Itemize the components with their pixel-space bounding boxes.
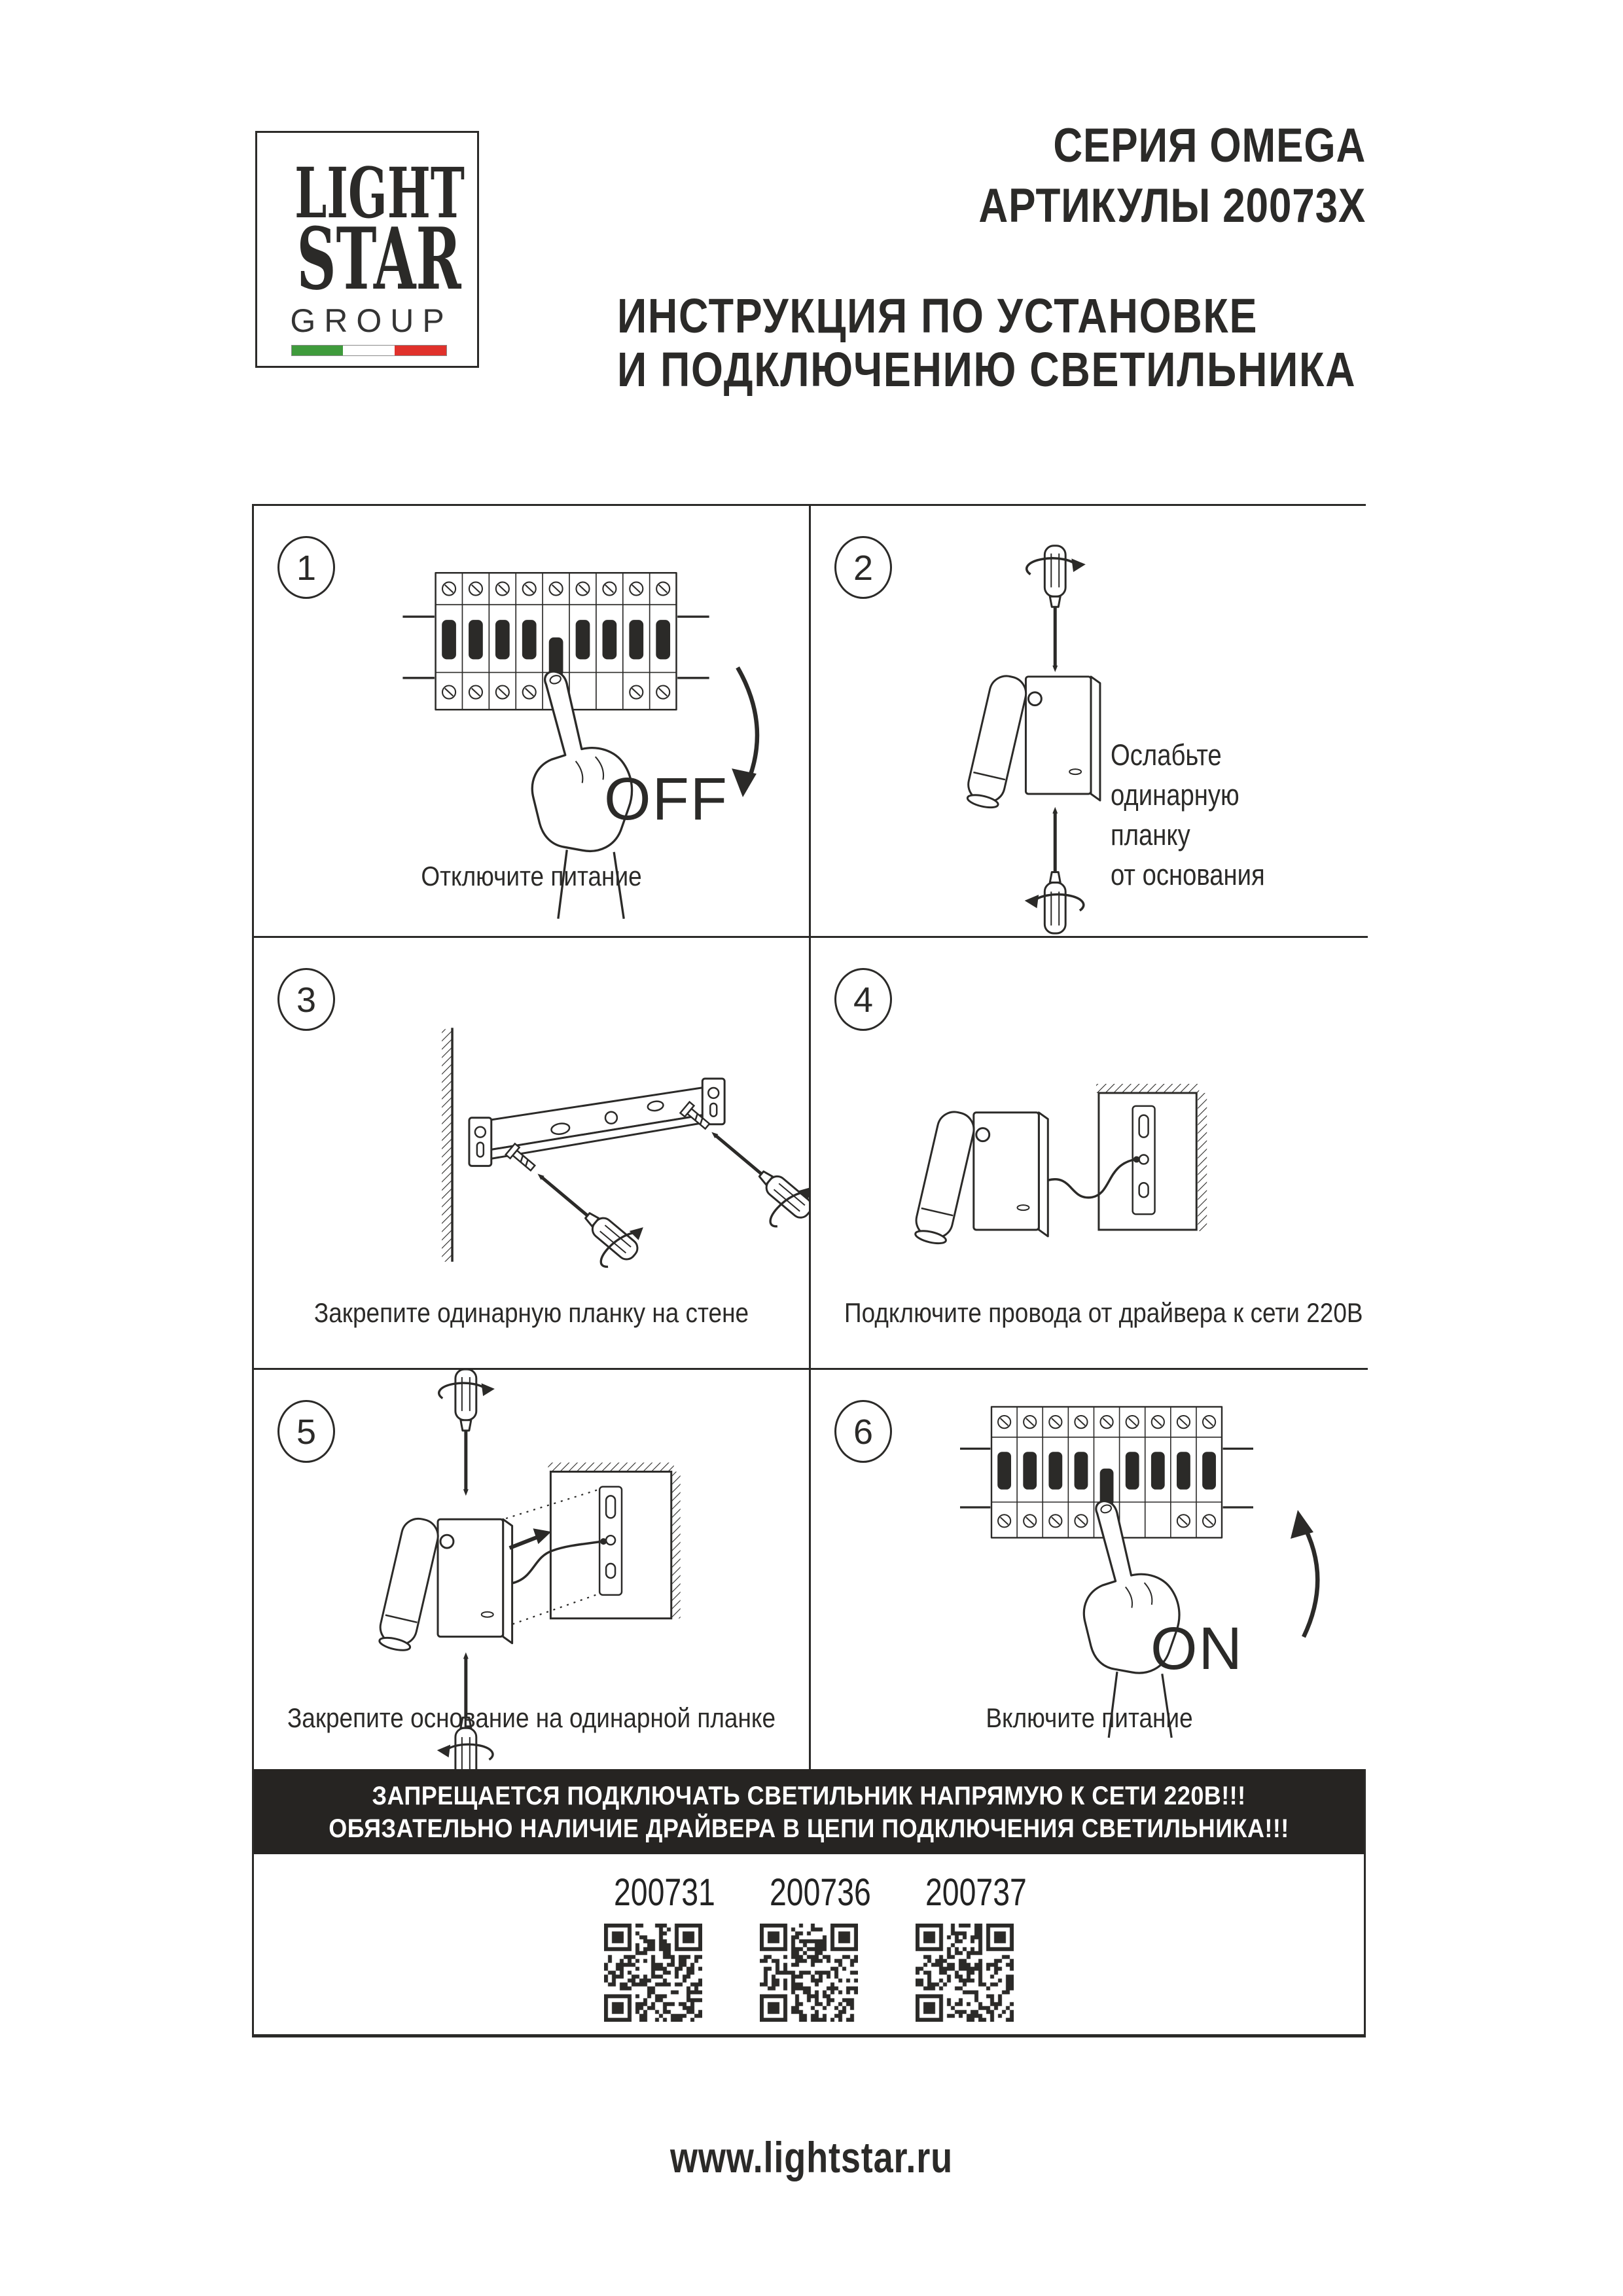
step-3-caption: Закрепите одинарную планку на стене [313,1297,749,1328]
circuit-breaker-drawing [960,1407,1253,1738]
steps-grid [252,504,1366,2037]
step-number-text: 6 [853,1412,874,1452]
step-4-panel [811,938,1368,1370]
lightstar-logo [255,131,479,368]
articles-title: АРТИКУЛЫ 20073X [978,179,1366,232]
screwdriver-top-icon [1027,546,1086,672]
flag-white-stripe [343,346,395,355]
warning-line1: ЗАПРЕЩАЕТСЯ ПОДКЛЮЧАТЬ СВЕТИЛЬНИК НАПРЯМУЮ К СЕТИ 220В!!! [372,1782,1246,1810]
lamp-drawing [912,1109,1048,1246]
article-code: 200731 [614,1871,715,1914]
logo-word-light: LIGHT [294,152,465,234]
logo-word-group: GROUP [290,302,453,339]
step-2-caption-line: Ослабьте [1111,738,1222,772]
step-4-number [834,968,892,1031]
qr-code [760,1924,858,2022]
instruction-title-line2: И ПОДКЛЮЧЕНИЮ СВЕТИЛЬНИКА [617,342,1357,397]
step-5-caption: Закрепите основание на одинарной планке [287,1702,776,1733]
push-arrow-icon [510,1528,552,1548]
step-2-number [834,536,892,599]
step-3-panel [254,938,811,1370]
qr-code [604,1924,702,2022]
step-2-caption-line: планку [1111,818,1190,852]
step-2-caption-line: одинарную [1111,778,1240,812]
screwdriver-bottom-icon [1025,807,1084,933]
off-label: OFF [604,766,728,833]
step-5-number [277,1400,335,1463]
article-column [760,1854,871,2039]
step-6-number [834,1400,892,1463]
step-2-caption-line: от основания [1111,858,1265,891]
flag-green-stripe [292,346,343,355]
qr-code [916,1924,1014,2022]
website-url: www.lightstar.ru [669,2133,954,2181]
step-number-text: 4 [853,980,874,1020]
article-qr-section [254,1854,1364,2039]
step-3-number [277,968,335,1031]
step-1-panel [254,506,811,938]
arrow-up-icon [1291,1510,1317,1637]
step-6-panel [811,1370,1368,1769]
step-2-panel [811,506,1368,938]
lamp-drawing [964,673,1100,810]
italian-flag-icon [291,345,447,356]
step-2-caption [1111,735,1265,895]
instruction-title-line1: ИНСТРУКЦИЯ ПО УСТАНОВКЕ [617,289,1258,343]
flag-red-stripe [395,346,446,355]
article-column [604,1854,715,2039]
article-code: 200736 [770,1871,871,1914]
lamp-drawing [376,1515,512,1653]
step-2-illustration [811,506,1368,936]
screwdriver-top-icon [439,1370,495,1496]
on-label: ON [1150,1615,1243,1682]
step-5-panel [254,1370,811,1769]
step-1-number [277,536,335,599]
step-number-text: 5 [296,1412,317,1452]
step-1-caption: Отключите питание [421,861,642,891]
wall-drawing [442,1028,452,1261]
step-number-text: 2 [853,548,874,588]
article-code: 200737 [925,1871,1027,1914]
logo-word-star: STAR [296,209,461,309]
step-number-text: 3 [296,980,317,1020]
warning-line2: ОБЯЗАТЕЛЬНО НАЛИЧИЕ ДРАЙВЕРА В ЦЕПИ ПОДКЛЮЧЕНИЯ СВЕТИЛЬНИКА!!! [329,1814,1289,1843]
step-6-caption: Включите питание [986,1702,1193,1733]
warning-banner [254,1769,1364,1854]
step-number-text: 1 [296,548,317,588]
screwdriver-icon [531,1166,649,1269]
screwdriver-icon [705,1124,809,1229]
series-title: СЕРИЯ OMEGA [1053,119,1366,172]
step-4-caption: Подключите провода от драйвера к сети 220В [844,1297,1363,1328]
article-column [916,1854,1027,2039]
